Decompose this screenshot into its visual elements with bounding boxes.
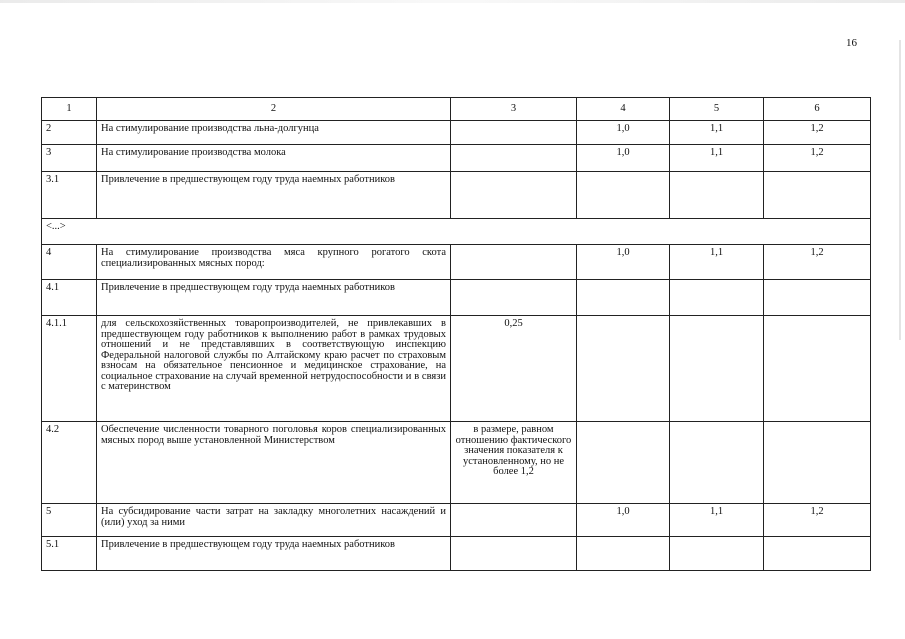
table-row [42, 316, 871, 422]
cell-col4 [577, 280, 670, 316]
cell-col3 [451, 280, 577, 316]
row-text: На стимулирование производства мяса крупного рогатого скота специализированных мясных пород: [97, 245, 451, 280]
row-text: Привлечение в предшествующем году труда наемных работников [97, 537, 451, 571]
omission-marker: <...> [42, 219, 871, 245]
cell-col3 [451, 145, 577, 172]
scan-edge-top [0, 0, 905, 3]
header-cell: 6 [764, 98, 871, 121]
cell-col3 [451, 537, 577, 571]
table-header-row [42, 98, 871, 121]
cell-col3 [451, 172, 577, 219]
header-cell: 2 [97, 98, 451, 121]
row-text: Обеспечение численности товарного поголовья коров специализированных мясных пород выше установленной Министерством [97, 422, 451, 504]
cell-col6 [764, 316, 871, 422]
row-number: 5 [42, 504, 97, 537]
cell-col6 [764, 280, 871, 316]
cell-col5: 1,1 [670, 145, 764, 172]
coefficient-table [41, 97, 871, 571]
omission-row [42, 219, 871, 245]
row-number: 4.1 [42, 280, 97, 316]
cell-col6 [764, 172, 871, 219]
row-text: На субсидирование части затрат на закладку многолетних насаждений и (или) уход за ними [97, 504, 451, 537]
cell-col4: 1,0 [577, 145, 670, 172]
row-number: 2 [42, 121, 97, 145]
table-row [42, 504, 871, 537]
cell-col6 [764, 422, 871, 504]
table-row [42, 245, 871, 280]
cell-col5 [670, 537, 764, 571]
cell-col4 [577, 172, 670, 219]
row-number: 3 [42, 145, 97, 172]
cell-col4: 1,0 [577, 121, 670, 145]
row-text: для сельскохозяйственных товаропроизводителей, не привлекавших в предшествующем году работников к выполнению работ в рамках трудовых отношений и не представлявших в соответствующую инспекцию Федеральной налоговой службы по Алтайскому краю расчет по страховым взносам на обязательное пенсионное и медицинское страхование, на социальное страхование на случай временной нетрудоспособности и в связи с материнством [97, 316, 451, 422]
cell-col4: 1,0 [577, 504, 670, 537]
cell-col4 [577, 316, 670, 422]
table-row [42, 537, 871, 571]
row-number: 4.1.1 [42, 316, 97, 422]
cell-col3: 0,25 [451, 316, 577, 422]
cell-col5 [670, 280, 764, 316]
cell-col6: 1,2 [764, 245, 871, 280]
row-text: Привлечение в предшествующем году труда наемных работников [97, 172, 451, 219]
header-cell: 1 [42, 98, 97, 121]
header-cell: 3 [451, 98, 577, 121]
cell-col5: 1,1 [670, 245, 764, 280]
cell-col6 [764, 537, 871, 571]
cell-col4 [577, 422, 670, 504]
cell-col6: 1,2 [764, 504, 871, 537]
cell-col5 [670, 316, 764, 422]
row-text: На стимулирование производства льна-долгунца [97, 121, 451, 145]
header-cell: 5 [670, 98, 764, 121]
row-number: 5.1 [42, 537, 97, 571]
scan-edge-right [899, 40, 901, 340]
table-row [42, 422, 871, 504]
cell-col6: 1,2 [764, 145, 871, 172]
cell-col5: 1,1 [670, 121, 764, 145]
page-number: 16 [846, 37, 857, 49]
cell-col4: 1,0 [577, 245, 670, 280]
table-row [42, 280, 871, 316]
cell-col3: в размере, равном отношению фактического значения показателя к установленному, но не более 1,2 [451, 422, 577, 504]
row-number: 4 [42, 245, 97, 280]
cell-col6: 1,2 [764, 121, 871, 145]
row-number: 3.1 [42, 172, 97, 219]
cell-col3 [451, 121, 577, 145]
cell-col5 [670, 422, 764, 504]
cell-col3 [451, 245, 577, 280]
row-number: 4.2 [42, 422, 97, 504]
cell-col5: 1,1 [670, 504, 764, 537]
row-text: Привлечение в предшествующем году труда наемных работников [97, 280, 451, 316]
row-text: На стимулирование производства молока [97, 145, 451, 172]
header-cell: 4 [577, 98, 670, 121]
table-row [42, 145, 871, 172]
cell-col3 [451, 504, 577, 537]
table-row [42, 121, 871, 145]
cell-col4 [577, 537, 670, 571]
cell-col5 [670, 172, 764, 219]
table-row [42, 172, 871, 219]
